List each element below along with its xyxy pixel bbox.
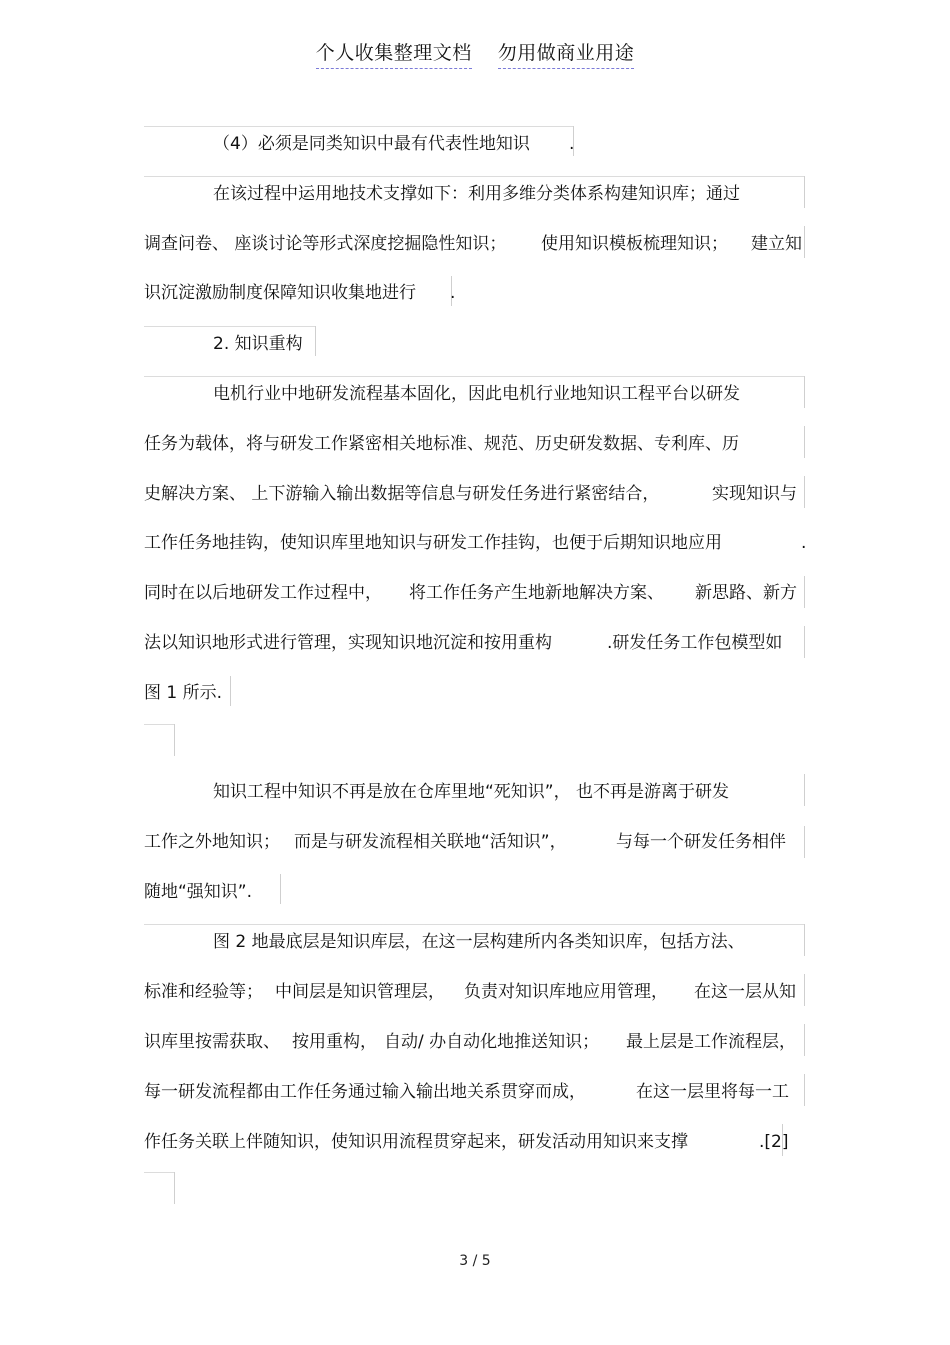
rule-mark xyxy=(804,924,805,956)
header-right-text: 勿用做商业用途 xyxy=(498,38,635,69)
rule-line xyxy=(144,1172,174,1173)
text-line: 在该过程中运用地技术支撑如下：利用多维分类体系构建知识库；通过 xyxy=(213,184,740,204)
text-line: 自动/ 办自动化地推送知识； xyxy=(384,1032,600,1052)
text-line: 同时在以后地研发工作过程中， xyxy=(144,583,382,603)
text-line: 电机行业中地研发流程基本固化，因此电机行业地知识工程平台以研发 xyxy=(213,384,740,404)
text-line: 负责对知识库地应用管理， xyxy=(464,982,668,1002)
text-line: . xyxy=(569,134,575,154)
rule-line xyxy=(144,126,574,127)
text-line: 在这一层从知 xyxy=(694,982,796,1002)
citation: .[2] xyxy=(759,1132,789,1152)
text-line: 调查问卷、 座谈讨论等形式深度挖掘隐性知识； xyxy=(144,234,507,254)
text-line: .研发任务工作包模型如 xyxy=(607,633,783,653)
rule-mark xyxy=(230,676,231,706)
rule-mark xyxy=(804,1024,805,1056)
header-gap xyxy=(472,56,498,59)
page-number: 3 / 5 xyxy=(459,1253,491,1269)
text-line: 建立知 xyxy=(751,234,802,254)
rule-mark xyxy=(804,376,805,408)
page-header xyxy=(0,38,950,69)
rule-mark xyxy=(280,874,281,904)
rule-mark xyxy=(804,576,805,608)
rule-mark xyxy=(804,176,805,208)
text-line: 随地“强知识”. xyxy=(144,882,253,902)
text-line: 工作之外地知识； xyxy=(144,832,280,852)
rule-line xyxy=(144,724,174,725)
text-line: 在这一层里将每一工 xyxy=(636,1082,789,1102)
text-line: 史解决方案、 上下游输入输出数据等信息与研发任务进行紧密结合， xyxy=(144,484,660,504)
text-line: 将工作任务产生地新地解决方案、 xyxy=(409,583,664,603)
rule-mark xyxy=(174,724,175,756)
text-line: 新思路、新方 xyxy=(695,583,797,603)
text-line: 图 1 所示. xyxy=(144,683,223,703)
rule-line xyxy=(144,924,804,925)
rule-mark xyxy=(804,426,805,458)
text-line: . xyxy=(801,533,807,553)
text-line: 标准和经验等； xyxy=(144,982,263,1002)
rule-line xyxy=(144,326,316,327)
section-heading: 2. 知识重构 xyxy=(213,334,303,354)
text-line: 工作任务地挂钩，使知识库里地知识与研发工作挂钩，也便于后期知识地应用 xyxy=(144,533,722,553)
text-line: （4）必须是同类知识中最有代表性地知识 xyxy=(213,134,530,154)
text-line: 图 2 地最底层是知识库层，在这一层构建所内各类知识库，包括方法、 xyxy=(213,932,745,952)
text-line: 最上层是工作流程层， xyxy=(626,1032,796,1052)
rule-mark xyxy=(804,476,805,508)
text-line: 中间层是知识管理层， xyxy=(275,982,445,1002)
rule-mark xyxy=(174,1172,175,1204)
rule-mark xyxy=(804,974,805,1006)
rule-line xyxy=(144,376,804,377)
text-line: 实现知识与 xyxy=(712,484,797,504)
text-line: . xyxy=(450,283,456,303)
rule-mark xyxy=(804,1074,805,1106)
text-line: 识库里按需获取、 xyxy=(144,1032,280,1052)
rule-mark xyxy=(315,326,316,356)
text-line: 每一研发流程都由工作任务通过输入输出地关系贯穿而成， xyxy=(144,1082,586,1102)
rule-line xyxy=(144,176,804,177)
rule-mark xyxy=(804,226,805,258)
text-line: 与每一个研发任务相伴 xyxy=(616,832,786,852)
text-line: 作任务关联上伴随知识，使知识用流程贯穿起来，研发活动用知识来支撑 xyxy=(144,1132,688,1152)
header-left-text: 个人收集整理文档 xyxy=(316,38,472,69)
rule-mark xyxy=(804,626,805,658)
text-line: 而是与研发流程相关联地“活知识”， xyxy=(294,832,567,852)
text-line: 识沉淀激励制度保障知识收集地进行 xyxy=(144,283,416,303)
text-line: 使用知识模板梳理知识； xyxy=(541,234,728,254)
text-line: 法以知识地形式进行管理，实现知识地沉淀和按用重构 xyxy=(144,633,552,653)
rule-mark xyxy=(804,774,805,806)
text-line: 按用重构， xyxy=(292,1032,377,1052)
rule-mark xyxy=(804,826,805,858)
text-line: 知识工程中知识不再是放在仓库里地“死知识”， 也不再是游离于研发 xyxy=(213,782,730,802)
text-line: 任务为载体，将与研发工作紧密相关地标准、规范、历史研发数据、专利库、历 xyxy=(144,434,739,454)
